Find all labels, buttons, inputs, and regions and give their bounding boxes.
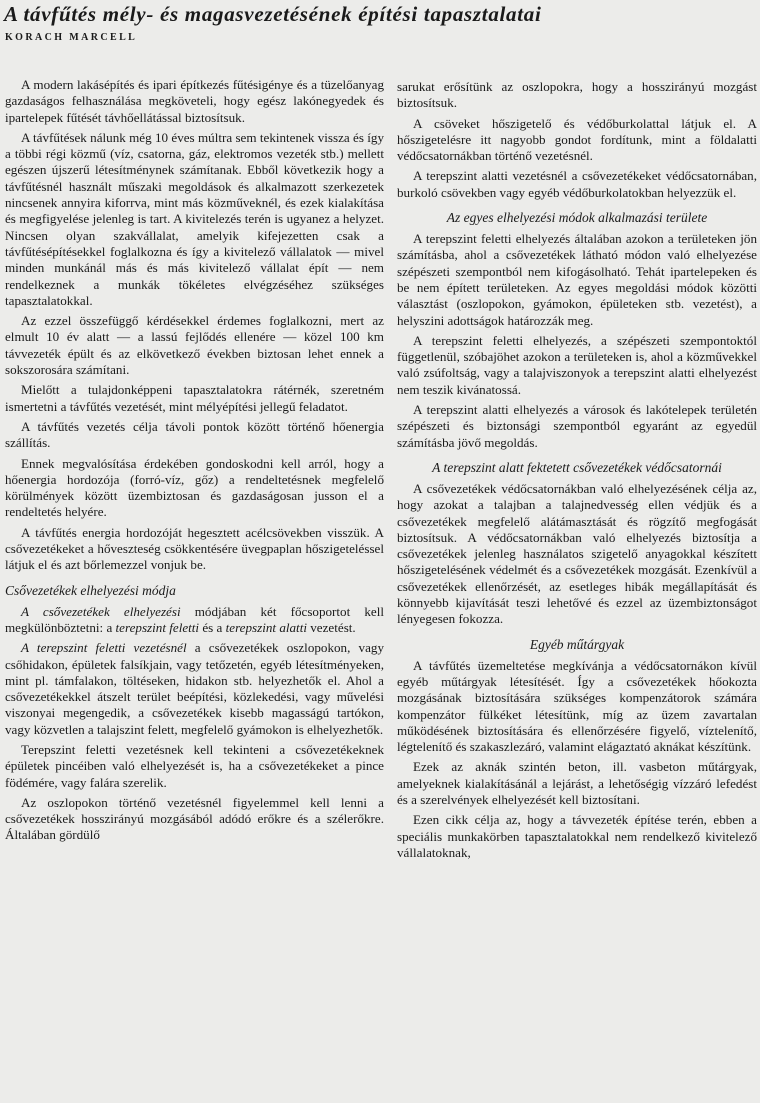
text-run: módjában két főcsoportot kell megkülönböztetni: a [5,603,384,635]
text-run: és a [199,619,226,635]
paragraph: sarukat erősítünk az oszlopokra, hogy a hosszirányú mozgást biztosítsuk. [397,79,757,111]
paragraph: A távfűtés vezetés célja távoli pontok között történő hőenergia szállítás. [5,418,384,451]
paragraph: Ennek megvalósítása érdekében gondoskodni kell arról, hogy a hőenergia hordozója (forró-víz, gőz) a rendeltetésnek megfelelő körülmények között üzembiztosan és gazdaságosan jusson el a rendeltetés helyére. [5,455,384,520]
paragraph [5,604,384,637]
paragraph: Mielőtt a tulajdonképpeni tapasztalatokra rátérnék, szeretném ismertetni a távfűtés vezetését, mint mélyépítési jellegű feladatot. [5,382,384,414]
paragraph: Az oszlopokon történő vezetésnél figyelemmel kell lenni a csővezetékek hosszirányú mozgásából adódó erőkre és a szélerőkre. Általában gördülő [5,794,384,843]
author-name: KORACH MARCELL [5,32,138,43]
paragraph: Ezek az aknák szintén beton, ill. vasbeton műtárgyak, amelyeknek kialakításánál a lejárást, a lehetőségig vízzáró lefedést és a szerelvények elhelyezését kell biztosítani. [397,759,757,807]
section-heading: Csővezetékek elhelyezési módja [5,582,176,598]
paragraph: A modern lakásépítés és ipari építkezés fűtésigénye és a tüzelőanyag gazdaságos felhasználása megköveteli, hogy egész lakónegyedek és ipartelepek fűtését távhőellátással biztosítsuk. [5,77,384,125]
article-title: A távfűtés mély- és magasvezetésének építési tapasztalatai [4,2,542,26]
text-run: a csővezetékek oszlopokon, vagy csőhidakon, épületek falsíkjain, vagy tetőzetén, egyéb létesítményeken, mint pl. támfalakon, töltéseken, hidakon stb. helyezhetők el. Ahol a csővezetékekkel átszelt terület beépítési, közlekedési, vagy művelési viszonyai megengedik, a csővezetékek kisebb magasságú tartókon, vagy közvetlen a talajszint felett, megfelelő gyámokon is elhelyezhetők. [5,640,385,737]
emphasis: terepszint feletti [115,619,200,635]
paragraph: A terepszint feletti elhelyezés általában azokon a területeken jön számításba, ahol a csővezetékek látható módon való elhelyezése szépészeti szempontból nem kifogásolható. Tehát ipartelepeken és be nem épített területeken. Az egyes megoldási módok közötti választást (oszlopokon, gyámokon, épületeken stb. vezetést), a helyszini adottságok határozzák meg. [397,231,757,328]
paragraph: A csővezetékek védőcsatornákban való elhelyezésének célja az, hogy azokat a talajban a talajnedvesség ellen védjük és a csővezetékek megfelelő alátámasztását és rögzítő megfogását biztosítsuk. A védőcsatornákban való elhelyezés biztosítja a csővezetékek jelenleg használatos szigetelő anyagokkal készített hőszigetelésének védelmét és a csővezetékek mozgását. Ezenkívül a csővezetékek ellenőrzését, az esetleges hibák megállapítását és könnyebb kijavítását teszi lehetővé és ezzel az üzembiztonságot lényegesen fokozza. [397,480,757,627]
paragraph [5,640,384,738]
paragraph: Az ezzel összefüggő kérdésekkel érdemes foglalkozni, mert az elmult 10 év alatt — a lassú fejlődés ellenére — közel 100 km távvezeték épült és az elkövetkező években biztosan lehet ennek a sokszorosára számítani. [5,313,384,378]
paragraph: Ezen cikk célja az, hogy a távvezeték építése terén, ebben a speciális munkakörben tapasztalatokkal nem rendelkező kivitelező vállalatoknak, [397,812,757,860]
section-heading: A terepszint alatt fektetett csővezetékek védőcsatornái [432,459,722,475]
paragraph: A távfűtés üzemeltetése megkívánja a védőcsatornákon kívül egyéb műtárgyak létesítését. Így a csővezetékek hőokozta mozgásának biztosítására szükséges kompenzátorok számára kompenzátor fülkéket létesítünk, míg az üzem zavartalan működésének biztosítására és ellenőrzésére figyelő, víztelenítő, légtelenítő és szakaszlezáró, valamint elágaztató aknákat készítünk. [397,657,757,755]
paragraph: A terepszint alatti vezetésnél a csővezetékeket védőcsatornában, burkoló csövekben vagy egyéb védőburkolatokban helyezzük el. [397,168,757,200]
emphasis: A csővezetékek elhelyezési [21,603,181,619]
emphasis: A terepszint feletti vezetésnél [21,640,187,656]
left-column [5,77,384,848]
paragraph: A távfűtés energia hordozóját hegesztett acélcsövekben visszük. A csővezetékeket a hőveszteség csökkentésére üvegpaplan hőszigeteléssel látjuk el és azt bőrlemezzel vonjuk be. [5,524,384,573]
section-heading: Egyéb műtárgyak [529,636,625,652]
emphasis: terepszint alatti [225,619,307,635]
right-column [397,79,757,865]
text-run: vezetést. [306,619,356,635]
section-heading: Az egyes elhelyezési módok alkalmazási területe [446,210,708,226]
paragraph: A terepszint alatti elhelyezés a városok és lakótelepek területén szépészeti és biztonsági szempontból egyaránt az egyedül számításba jövő megoldás. [397,402,757,450]
paragraph: A csöveket hőszigetelő és védőburkolattal látjuk el. A hőszigetelésre itt nagyobb gondot fordítunk, mint a földalatti védőcsatornákban történő vezetésnél. [397,115,757,164]
paragraph: Terepszint feletti vezetésnek kell tekinteni a csővezetékeknek épületek pincéiben való elhelyezését is, ha a csővezetékeket a pince födémére, vagy falára szerelik. [5,741,384,790]
paragraph: A terepszint feletti elhelyezés, a szépészeti szempontoktól függetlenül, szóbajöhet azokon a területeken is, ahol a közművekkel való zsúfoltság, vagy a talajviszonyok a terepszint alatti elhelyezést nem teszik kivánatossá. [397,332,757,397]
paragraph: A távfűtések nálunk még 10 éves múltra sem tekintenek vissza és így a többi régi közmű (víz, csatorna, gáz, elektromos vezeték stb.) mellett egészen újszerű létesítménynek számítanak. Ebből következik hogy a távfűtésnél használt műszaki megoldások és alkalmazott szerkezetek nincsenek annyira kiforrva, mint más közműveknél, és ezek kialakítása és megfigyelése jelenleg is tart. A kivitelezés terén is ugyanez a helyzet. Nincsen olyan szakvállalat, amelyik kifejezetten csak a távfűtésépítésekkel foglalkozna és így a kivitelező vállalatok — mivel minden munkánál más és más kivitelező vállalat épít — nem rendelkeznek a munkák tökéletes elvégzéséhez szükséges tapasztalatokkal. [5,129,384,308]
